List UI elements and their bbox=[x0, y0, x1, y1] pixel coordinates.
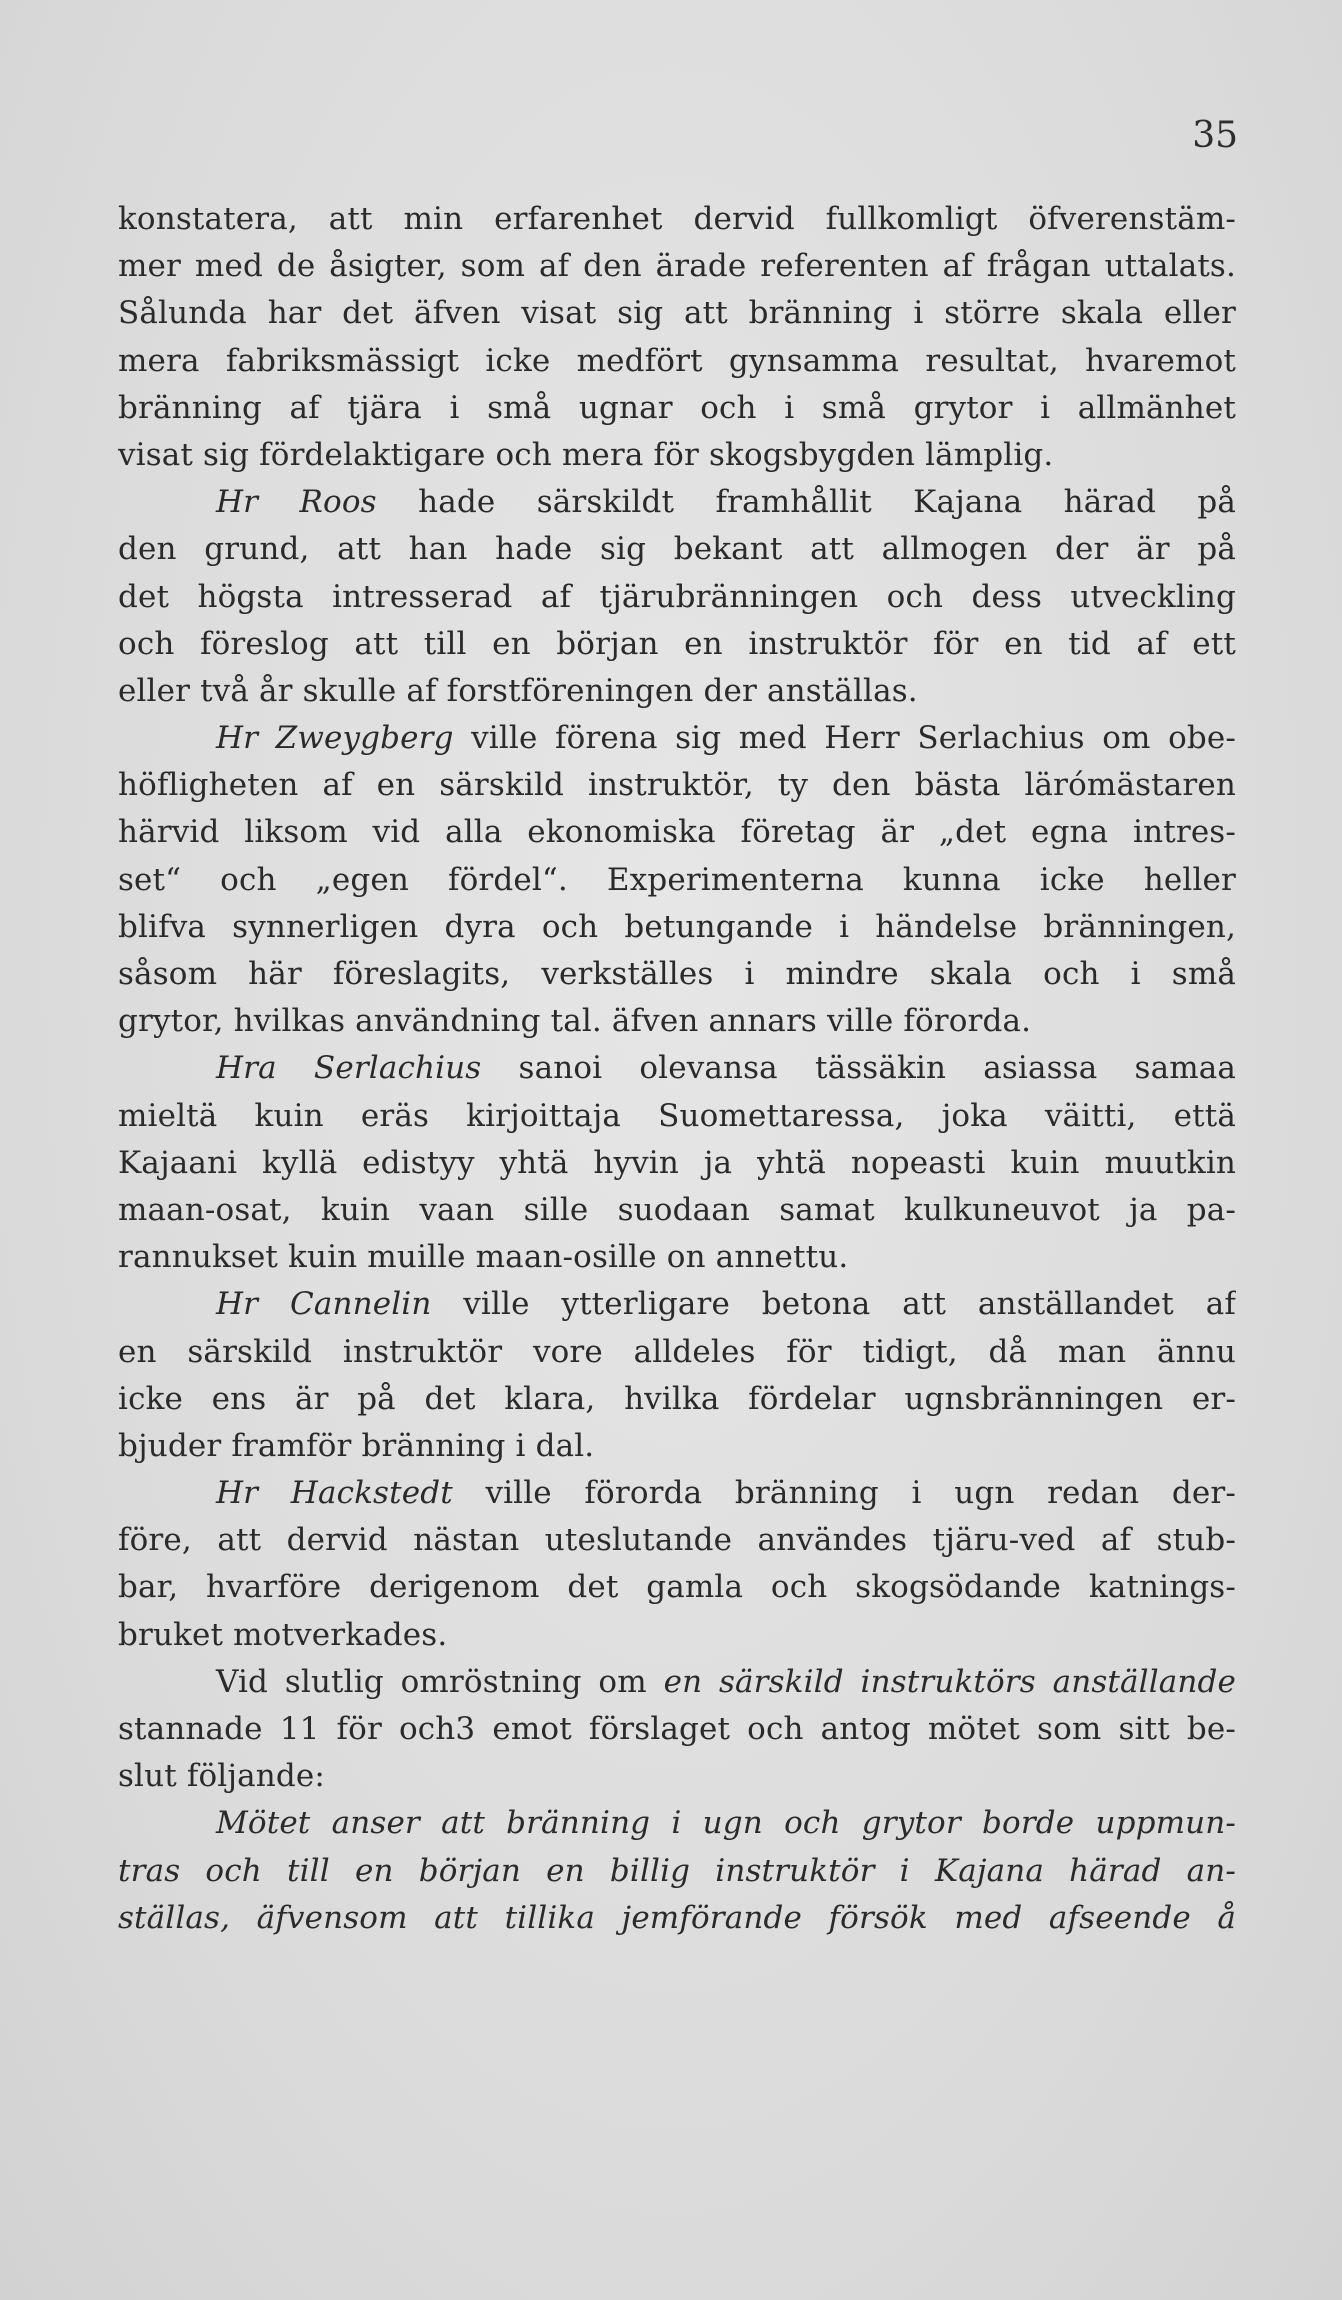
text-line bbox=[118, 1045, 1236, 1092]
line-text: set“ och „egen fördel“. Experimenterna kunna icke heller bbox=[118, 861, 1236, 898]
line-text: bjuder framför bränning i dal. bbox=[118, 1427, 595, 1464]
text-line bbox=[118, 1423, 1236, 1470]
line-text: en särskild instruktör vore alldeles för tidigt, då man ännu bbox=[118, 1333, 1236, 1370]
text-line bbox=[118, 1895, 1236, 1942]
italic-text: ställas, äfvensom att tillika jemförande försök med afseende å bbox=[118, 1899, 1236, 1936]
text-line bbox=[118, 1564, 1236, 1611]
line-text: och föreslog att till en början en instruktör för en tid af ett bbox=[118, 625, 1236, 662]
line-text: den grund, att han hade sig bekant att allmogen der är på bbox=[118, 531, 1236, 568]
text-line bbox=[118, 338, 1236, 385]
line-text: Sålunda har det äfven visat sig att bränning i större skala eller bbox=[118, 295, 1236, 332]
text-line bbox=[118, 1093, 1236, 1140]
line-text: mieltä kuin eräs kirjoittaja Suomettaressa, joka väitti, että bbox=[118, 1097, 1236, 1134]
text-line bbox=[118, 1612, 1236, 1659]
text-line bbox=[118, 1659, 1236, 1706]
line-text: Kajaani kyllä edistyy yhtä hyvin ja yhtä nopeasti kuin muutkin bbox=[118, 1144, 1236, 1181]
text-line bbox=[118, 1848, 1236, 1895]
text-line bbox=[118, 1517, 1236, 1564]
text-line bbox=[118, 432, 1236, 479]
line-text: höfligheten af en särskild instruktör, ty den bästa lärómästaren bbox=[118, 767, 1236, 804]
page-number: 35 bbox=[1192, 115, 1238, 156]
line-text: bruket motverkades. bbox=[118, 1616, 448, 1653]
line-text: eller två år skulle af forstföreningen der anställas. bbox=[118, 672, 918, 709]
text-line bbox=[118, 290, 1236, 337]
italic-text: tras och till en början en billig instruktör i Kajana härad an- bbox=[118, 1852, 1236, 1889]
text-line bbox=[118, 574, 1236, 621]
body-text bbox=[118, 196, 1236, 1942]
line-text: bränning af tjära i små ugnar och i små grytor i allmänhet bbox=[118, 389, 1236, 426]
line-text: härvid liksom vid alla ekonomiska företag är „det egna intres- bbox=[118, 814, 1236, 851]
text-line bbox=[118, 479, 1236, 526]
speaker-name: Hr Zweygberg bbox=[216, 720, 454, 757]
line-text: mera fabriksmässigt icke medfört gynsamma resultat, hvaremot bbox=[118, 342, 1236, 379]
text-line bbox=[118, 668, 1236, 715]
line-text: icke ens är på det klara, hvilka fördelar ugnsbränningen er- bbox=[118, 1380, 1236, 1417]
speaker-name: Hra Serlachius bbox=[216, 1050, 482, 1087]
text-line bbox=[118, 1329, 1236, 1376]
text-line bbox=[118, 715, 1236, 762]
speaker-name: Hr Roos bbox=[216, 484, 377, 521]
text-line bbox=[118, 1706, 1236, 1753]
text-line bbox=[118, 998, 1236, 1045]
line-text: ville förena sig med Herr Serlachius om obe- bbox=[453, 720, 1236, 757]
text-line bbox=[118, 1800, 1236, 1847]
line-text: visat sig fördelaktigare och mera för skogsbygden lämplig. bbox=[118, 436, 1054, 473]
text-line bbox=[118, 196, 1236, 243]
line-text: ville ytterligare betona att anställandet af bbox=[431, 1286, 1236, 1323]
text-line bbox=[118, 762, 1236, 809]
line-text: grytor, hvilkas användning tal. äfven annars ville förorda. bbox=[118, 1003, 1032, 1040]
line-text: bar, hvarföre derigenom det gamla och skogsödande katnings- bbox=[118, 1569, 1236, 1606]
italic-text: Mötet anser att bränning i ugn och grytor borde uppmun- bbox=[216, 1805, 1236, 1842]
italic-text: en särskild instruktörs anställande bbox=[663, 1663, 1236, 1700]
line-text: ville förorda bränning i ugn redan der- bbox=[452, 1475, 1236, 1512]
speaker-name: Hr Hackstedt bbox=[216, 1475, 453, 1512]
text-line bbox=[118, 1140, 1236, 1187]
line-text: stannade 11 för och3 emot förslaget och antog mötet som sitt be- bbox=[118, 1711, 1236, 1747]
text-line bbox=[118, 904, 1236, 951]
line-text: maan-osat, kuin vaan sille suodaan samat kulkuneuvot ja pa- bbox=[118, 1191, 1236, 1228]
line-text: konstatera, att min erfarenhet dervid fullkomligt öfverenstäm- bbox=[118, 201, 1236, 237]
text-line bbox=[118, 243, 1236, 290]
line-text: Vid slutlig omröstning om bbox=[216, 1663, 664, 1700]
line-text: mer med de åsigter, som af den ärade referenten af frågan uttalats. bbox=[118, 248, 1236, 285]
line-text: före, att dervid nästan uteslutande användes tjäru-ved af stub- bbox=[118, 1522, 1236, 1559]
text-line bbox=[118, 1753, 1236, 1800]
text-line bbox=[118, 951, 1236, 998]
line-text: hade särskildt framhållit Kajana härad på bbox=[376, 484, 1236, 521]
line-text: slut följande: bbox=[118, 1758, 325, 1795]
text-line bbox=[118, 526, 1236, 573]
line-text: såsom här föreslagits, verkställes i mindre skala och i små bbox=[118, 956, 1236, 992]
text-line bbox=[118, 1234, 1236, 1281]
text-line bbox=[118, 1470, 1236, 1517]
line-text: blifva synnerligen dyra och betungande i händelse bränningen, bbox=[118, 908, 1236, 945]
text-line bbox=[118, 1376, 1236, 1423]
speaker-name: Hr Cannelin bbox=[216, 1286, 432, 1323]
line-text: rannukset kuin muille maan-osille on annettu. bbox=[118, 1239, 849, 1276]
line-text: sanoi olevansa tässäkin asiassa samaa bbox=[481, 1050, 1236, 1087]
text-line bbox=[118, 857, 1236, 904]
text-line bbox=[118, 1187, 1236, 1234]
text-line bbox=[118, 385, 1236, 432]
line-text: det högsta intresserad af tjärubränningen och dess utveckling bbox=[118, 578, 1236, 615]
text-line bbox=[118, 621, 1236, 668]
text-line bbox=[118, 809, 1236, 856]
text-line bbox=[118, 1281, 1236, 1328]
